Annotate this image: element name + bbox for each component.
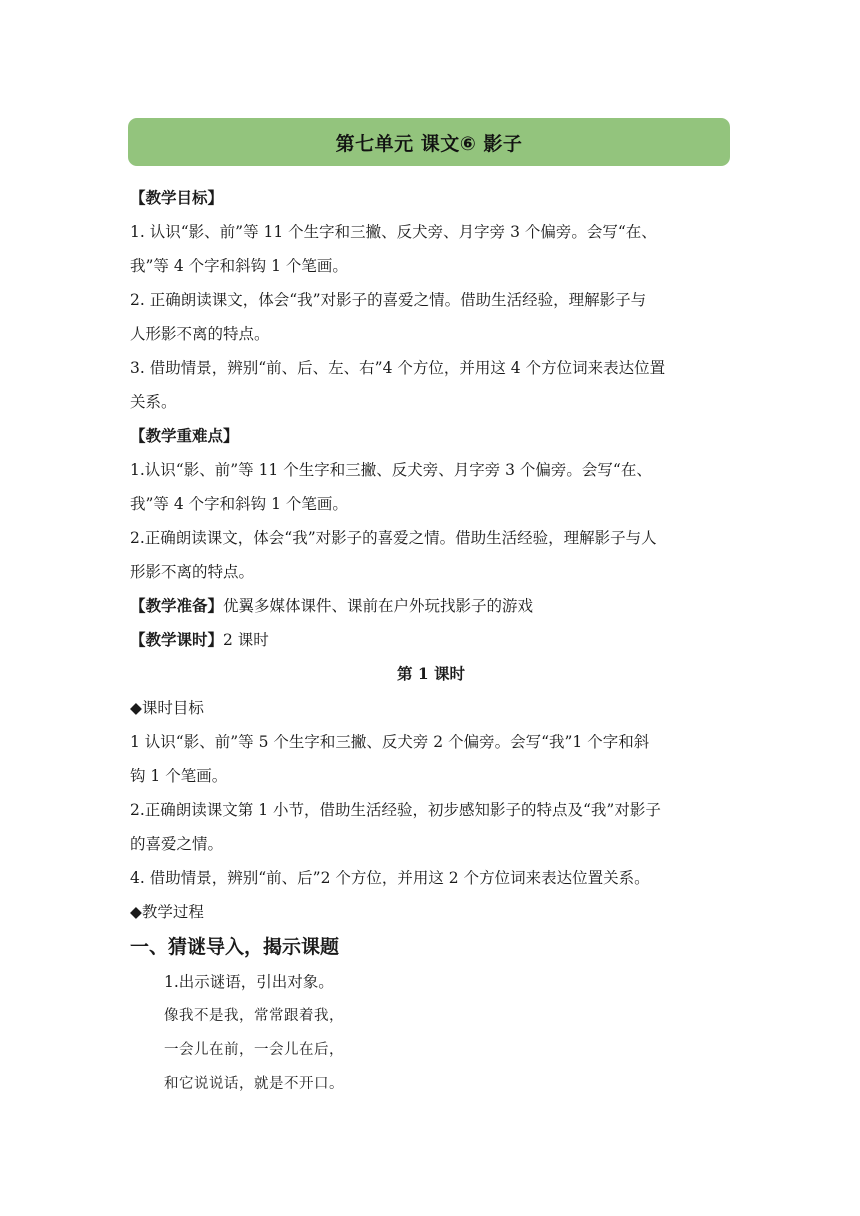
lesson1-goal-line: 2.正确朗读课文第 1 小节，借助生活经验，初步感知影子的特点及“我”对影子 (130, 801, 661, 819)
step1-line: 1.出示谜语，引出对象。 (164, 973, 334, 991)
lesson1-goal-line: 1 认识“影、前”等 5 个生字和三撇、反犬旁 2 个偏旁。会写“我”1 个字和斜 (130, 733, 650, 751)
lesson1-goals-heading: ◆课时目标 (130, 699, 204, 717)
riddle-line: 像我不是我，常常跟着我， (164, 1008, 344, 1024)
key-points-line: 我”等 4 个字和斜钩 1 个笔画。 (130, 495, 348, 513)
key-points-line: 形影不离的特点。 (130, 563, 255, 581)
objectives-line: 2. 正确朗读课文，体会“我”对影子的喜爱之情。借助生活经验，理解影子与 (130, 291, 647, 309)
preparation-label: 【教学准备】 (130, 597, 224, 615)
lesson1-goal-line: 钩 1 个笔画。 (130, 767, 228, 785)
lesson-title: 第七单元 课文⑥ 影子 (335, 132, 523, 155)
riddle-line: 一会儿在前，一会儿在后， (164, 1042, 344, 1058)
preparation-text: 优翼多媒体课件、课前在户外玩找影子的游戏 (223, 597, 534, 615)
periods-label: 【教学课时】 (130, 631, 224, 649)
key-points-heading: 【教学重难点】 (130, 427, 239, 445)
lesson1-goal-line: 的喜爱之情。 (130, 835, 224, 853)
key-points-line: 1.认识“影、前”等 11 个生字和三撇、反犬旁、月字旁 3 个偏旁。会写“在、 (130, 461, 652, 479)
objectives-line: 人形影不离的特点。 (130, 325, 270, 343)
document-body (130, 181, 732, 1101)
section1-title: 一、猜谜导入，揭示课题 (130, 936, 340, 958)
preparation-line (130, 589, 732, 623)
lesson1-process-heading: ◆教学过程 (130, 903, 204, 921)
objectives-line: 1. 认识“影、前”等 11 个生字和三撇、反犬旁、月字旁 3 个偏旁。会写“在、 (130, 223, 657, 241)
objectives-line: 我”等 4 个字和斜钩 1 个笔画。 (130, 257, 348, 275)
objectives-line: 关系。 (130, 393, 177, 411)
objectives-line: 3. 借助情景，辨别“前、后、左、右”4 个方位，并用这 4 个方位词来表达位置 (130, 359, 666, 377)
lesson1-goal-line: 4. 借助情景，辨别“前、后”2 个方位，并用这 2 个方位词来表达位置关系。 (130, 869, 650, 887)
lesson1-title: 第 1 课时 (396, 664, 466, 683)
lesson-title-banner (128, 118, 730, 166)
key-points-line: 2.正确朗读课文，体会“我”对影子的喜爱之情。借助生活经验，理解影子与人 (130, 529, 657, 547)
riddle-line: 和它说说话，就是不开口。 (164, 1076, 344, 1092)
periods-text: 2 课时 (223, 631, 269, 649)
objectives-heading: 【教学目标】 (130, 189, 224, 207)
periods-line (130, 623, 732, 657)
